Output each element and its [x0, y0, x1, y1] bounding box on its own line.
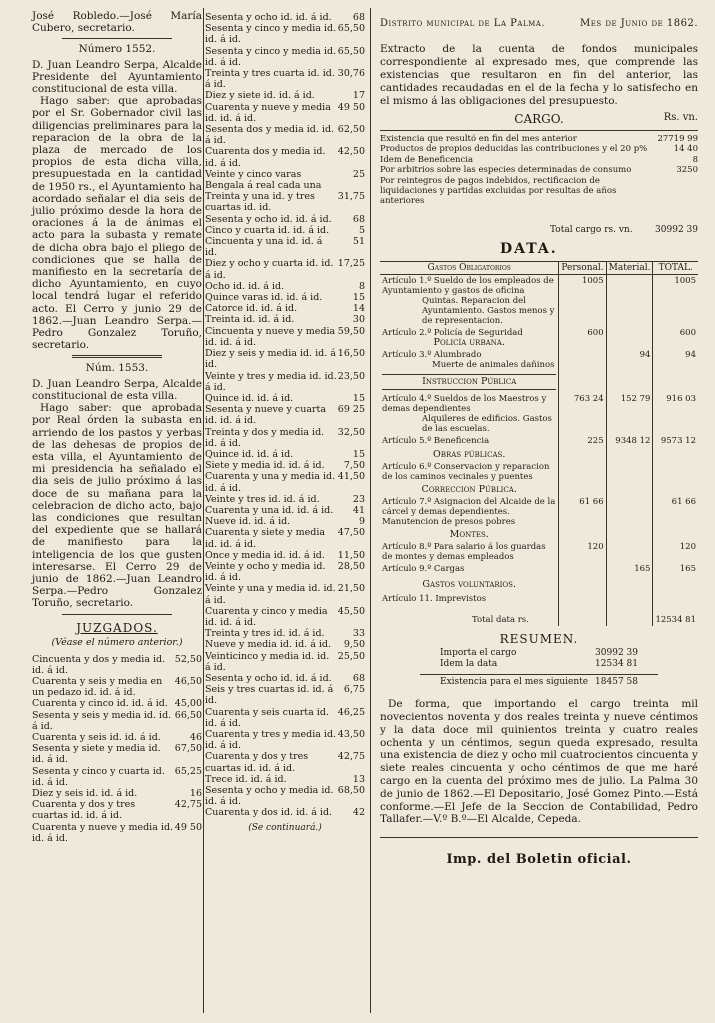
list-item: [205, 639, 365, 650]
item-description: Veinte y ocho y media id. id. á id.: [205, 560, 326, 584]
table-row: Artículo 9.º Cargas 165 165: [382, 564, 696, 575]
item-description: Quince id. id. á id.: [205, 392, 294, 404]
extract-description: Extracto de la cuenta de fondos municipales correspondiente al expresado mes, que comprende las existencias que resultaron en fin del anterior, las cantidades recaudadas en el de la fecha y lo satisfecho en el mismo á las obligaciones del presupuesto.: [380, 43, 698, 107]
item-value: 46,25: [337, 706, 365, 718]
list-item: [205, 214, 365, 225]
table-row: Artículo 4.º Sueldos de los Maestros y demas dependientes Alquileres de edificios. Gastos de las escuelas. 763 24 152 79 916 03: [382, 394, 696, 435]
item-value: 31,75: [337, 191, 365, 203]
list-item: [205, 505, 365, 516]
item-description: Sesenta y ocho id. id. á id.: [205, 12, 332, 23]
cargo-section: [380, 112, 698, 126]
list-item: [205, 471, 365, 493]
table-row: Artículo 1.º Sueldo de los empleados de Ayuntamiento y gastos de oficina Quintas. Reparacion del Ayuntamiento. Gastos menos y de representacion. 1005 1005: [382, 276, 696, 327]
to-be-continued: (Se continuará.): [248, 822, 322, 833]
item-description: Idem de Beneficencia: [380, 154, 474, 165]
item-value: 30,76: [337, 68, 365, 80]
item-description: Cuarenta y cinco y media id. id. á id.: [205, 605, 328, 628]
item-value: [652, 176, 698, 207]
list-item: [205, 550, 365, 561]
data-table-header: [380, 262, 698, 275]
item-description: Productos de propios deducidas las contribuciones y el 20 p%: [380, 144, 648, 155]
list-item: [205, 684, 365, 706]
item-value: 23,50: [337, 370, 365, 382]
list-item: [32, 654, 202, 676]
table-row: Instruccion Pública: [380, 371, 698, 393]
closing-statement: De forma, que importando el cargo treinta mil novecientos noventa y dos reales treinta y nueve céntimos y la data doce mil quinientos treinta y cuatro reales ochenta y un céntimos, segun queda expresado, resulta una existencia de diez y ocho mil cuatrocientos cincuenta y siete reales cincuenta y ocho céntimos de que me haré cargo en la cuenta del próximo mes de julio. La Palma 30 de junio de 1862.—El Depositario, José Gomez Pinto.—Está conforme.—El Jefe de la Seccion de Contabilidad, Pedro Tallafer.—V.º B.º—El Alcalde, Cepeda.: [380, 698, 698, 826]
item-description: Cuarenta y nueve y media id. id. á id.: [205, 101, 331, 124]
item-description: Sesenta y cinco y cuarta id. id. á id.: [32, 765, 165, 788]
item-description: Nueve id. id. á id.: [205, 516, 291, 528]
list-item: [32, 822, 202, 844]
header-personal: Personal.: [559, 262, 606, 275]
item-description: Cuarenta y dos y tres cuartas id. id. á id.: [32, 799, 136, 822]
list-item: [380, 648, 698, 659]
cargo-total-label: Total cargo rs. vn.: [550, 224, 633, 235]
item-description: Trece id. id. á id.: [205, 773, 287, 785]
item-value: 30: [352, 314, 365, 326]
item-description: Sesenta y cinco y media id. id. á id.: [205, 23, 337, 46]
list-item: [205, 785, 365, 807]
item-value: 41,50: [337, 471, 365, 483]
table-row: Artículo 2.º Policía de Seguridad Policía urbana. 600 600: [382, 328, 696, 349]
item-value: 15: [352, 448, 365, 460]
item-description: Quince id. id. á id.: [205, 448, 294, 460]
item-description: Cuarenta y una id. id. á id.: [205, 504, 334, 516]
column-rule-1: [203, 8, 204, 1013]
list-item: [205, 561, 365, 583]
list-item: [205, 449, 365, 460]
item-value: 16: [189, 787, 202, 799]
list-item: [32, 732, 202, 743]
list-item: [380, 155, 698, 165]
previous-signature: José Robledo.—José María Cubero, secretario.: [32, 10, 202, 35]
list-item: [32, 799, 202, 821]
item-description: Treinta y una id. y tres cuartas id. id.: [205, 191, 315, 214]
item-description: Siete y media id. id. á id.: [205, 460, 325, 472]
item-description: Sesenta y ocho id. id. á id.: [205, 213, 332, 225]
list-item: [205, 516, 365, 527]
item-value: 68: [352, 12, 365, 23]
item-value: 42,50: [337, 146, 365, 158]
item-description: Cuarenta y una y media id. id. á id.: [205, 471, 336, 494]
notice-1552-heading: D. Juan Leandro Serpa, Alcalde Presidente del Ayuntamiento constitucional de esta villa.: [32, 58, 202, 96]
cargo-total-row: [380, 225, 698, 235]
item-value: 15: [352, 292, 365, 304]
item-value: 5: [358, 224, 365, 236]
list-item: [205, 102, 365, 124]
list-item: [205, 46, 365, 68]
list-item: [205, 729, 365, 751]
item-description: Cuarenta y seis cuarta id. id. á id.: [205, 706, 329, 729]
list-item: [32, 676, 202, 698]
item-value: 59,50: [337, 325, 365, 337]
item-value: 33: [352, 628, 365, 640]
item-description: Idem la data: [440, 659, 498, 670]
list-item: [205, 68, 365, 90]
item-value: 42,75: [337, 751, 365, 763]
item-value: 43,50: [337, 729, 365, 740]
list-item: [380, 134, 698, 144]
item-value: 68: [352, 213, 365, 225]
item-value: 25,50: [337, 650, 365, 662]
existencia-row: [420, 674, 658, 690]
list-item: [205, 258, 365, 280]
list-item: [380, 176, 698, 207]
list-item: [205, 393, 365, 404]
account-header: [380, 18, 698, 29]
item-value: 51: [352, 236, 365, 248]
list-item: [205, 606, 365, 628]
item-description: Por reintegros de pagos indebidos, rectificacion de liquidaciones y partidas excluidas por resultas de años anteriores: [380, 175, 617, 207]
item-value: 16,50: [337, 348, 365, 360]
list-item: [205, 292, 365, 303]
list-item: [205, 169, 365, 191]
list-item: [205, 651, 365, 673]
column-1: [32, 0, 202, 844]
item-value: 21,50: [337, 583, 365, 595]
list-item: [205, 303, 365, 314]
list-item: [32, 710, 202, 732]
item-description: Cuarenta y dos y tres cuartas id. id. á id.: [205, 751, 309, 774]
see-previous-note: (Véase el número anterior.): [51, 636, 183, 648]
item-description: Treinta y tres cuarta id. id. á id.: [205, 68, 335, 91]
list-item: [205, 527, 365, 549]
list-item: [205, 371, 365, 393]
list-item: [205, 774, 365, 785]
list-item: [205, 326, 365, 348]
column-2: [205, 0, 365, 833]
item-description: Cuarenta y siete y media id. id. á id.: [205, 527, 326, 550]
table-row: Artículo 7.º Asignacion del Alcaide de la cárcel y demas dependientes. Manutencion de presos pobres Montes. 61 66 61 66: [382, 497, 696, 541]
item-description: Once y media id. id. á id.: [205, 549, 325, 561]
item-description: Sesenta y siete y media id. id. á id.: [32, 743, 161, 766]
item-value: 68,50: [337, 785, 365, 797]
printer-imprint: Imp. del Boletin oficial.: [446, 851, 632, 867]
item-value: 9,50: [343, 639, 365, 651]
item-description: Diez y ocho y cuarta id. id. á id.: [205, 258, 334, 281]
data-total-label: Total data rs.: [472, 615, 529, 626]
item-value: 68: [352, 672, 365, 684]
table-row: Artículo 5.º Beneficencia Obras públicas. 225 9348 12 9573 12: [382, 436, 696, 461]
existencia-label: Existencia para el mes siguiente: [440, 677, 589, 688]
list-item: [205, 807, 365, 818]
item-value: 65,25: [174, 765, 202, 777]
item-value: 17: [352, 90, 365, 102]
item-description: Cincuenta y dos y media id. id. á id.: [32, 653, 166, 676]
item-value: 67,50: [174, 743, 202, 755]
item-value: 69 25: [337, 404, 365, 416]
data-table: [380, 261, 698, 626]
item-description: Sesenta y ocho y media id. id. á id.: [205, 785, 334, 808]
item-value: 65,50: [337, 45, 365, 57]
notice-1553-body: Hago saber: que aprobada por Real órden la subasta en arriendo de los pastos y yerbas de las dehesas de propios de esta villa, el Ayuntamiento de mi presidencia ha señalado el dia seis de julio próximo á las doce de su mañana para la celebracion de dicho acto, bajo las condiciones que resultan del expediente que se hallará de manifiesto para la inteligencia de los que gusten interesarse. El Cerro 29 de junio de 1862.—Juan Leandro Serpa.—Pedro Gonzalez Toruño, secretario.: [32, 402, 202, 610]
item-description: Diez y siete id. id. á id.: [205, 90, 315, 102]
item-description: Sesenta y cinco y media id. id. á id.: [205, 45, 337, 68]
item-value: 52,50: [174, 653, 202, 665]
cargo-table: [380, 130, 698, 235]
list-item: [205, 673, 365, 684]
existencia-value: 18457 58: [595, 677, 638, 688]
data-total-row: [380, 605, 698, 626]
item-value: 25: [352, 168, 365, 180]
list-item: [205, 23, 365, 45]
item-value: 42: [352, 807, 365, 819]
list-item: [32, 698, 202, 709]
item-value: 62,50: [337, 124, 365, 136]
item-value: 49 50: [174, 821, 202, 833]
list-item: [205, 404, 365, 426]
item-value: 27719 99: [657, 134, 698, 144]
notice-number-1552: Número 1552.: [78, 43, 156, 56]
item-description: Treinta y tres id. id. á id.: [205, 628, 325, 640]
divider: [62, 614, 172, 615]
item-value: 17,25: [337, 258, 365, 270]
item-value: 15: [352, 392, 365, 404]
item-value: 65,50: [337, 23, 365, 35]
header-material: Material.: [606, 262, 653, 275]
list-item: [205, 236, 365, 258]
cargo-total-value: 30992 39: [655, 224, 698, 235]
currency-label: Rs. vn.: [663, 112, 698, 123]
item-description: Sesenta y ocho id. id. á id.: [205, 672, 332, 684]
item-value: 46: [189, 731, 202, 743]
item-description: Quince varas id. id. á id.: [205, 292, 323, 304]
cargo-heading: CARGO.: [514, 112, 564, 126]
resumen-heading: RESUMEN.: [499, 632, 579, 647]
table-row: Artículo 8.º Para salario á los guardas de montes y demas empleados 120 120: [382, 542, 696, 563]
item-value: 32,50: [337, 426, 365, 438]
item-description: Cincuenta y una id. id. á id.: [205, 236, 323, 259]
list-item: [205, 348, 365, 370]
item-value: 8: [692, 154, 698, 165]
item-description: Sesenta y nueve y cuarta id. id. á id.: [205, 404, 327, 427]
column-3: [380, 0, 698, 867]
item-value: 11,50: [337, 549, 365, 561]
item-description: Cuarenta y seis id. id. á id.: [32, 731, 161, 743]
item-value: 66,50: [174, 709, 202, 721]
cargo-rows: [380, 134, 698, 207]
item-description: Cuarenta y dos id. id. á id.: [205, 807, 333, 819]
list-item: [205, 494, 365, 505]
item-description: Sesenta dos y media id. id. á id.: [205, 124, 335, 147]
item-value: 47,50: [337, 527, 365, 539]
data-heading: DATA.: [500, 241, 558, 258]
column-rule-2: [370, 8, 371, 1013]
data-table-header-concept: Gastos Obligatorios: [380, 262, 559, 275]
list-item: [380, 165, 698, 175]
item-value: 7,50: [343, 460, 365, 472]
item-description: Catorce id. id. á id.: [205, 303, 298, 315]
list-item: [380, 659, 698, 670]
item-description: Nueve y media id. id. á id.: [205, 639, 332, 651]
item-value: 12534 81: [595, 659, 638, 670]
divider: [62, 38, 172, 39]
juzgados-heading: JUZGADOS.: [76, 620, 158, 635]
list-item: [32, 766, 202, 788]
item-description: Cuarenta dos y media id. id. á id.: [205, 146, 326, 169]
item-value: 8: [358, 280, 365, 292]
item-description: Treinta y dos y media id. id. á id.: [205, 426, 325, 449]
item-description: Cuarenta y tres y media id. id. á id.: [205, 729, 337, 752]
item-value: 46,50: [174, 675, 202, 687]
list-item: [205, 427, 365, 449]
month-title: Mes de Junio de 1862.: [580, 18, 698, 29]
item-value: 14: [352, 303, 365, 315]
notice-1553-heading: D. Juan Leandro Serpa, Alcalde constitucional de esta villa.: [32, 377, 202, 402]
item-value: 3250: [676, 165, 698, 176]
list-item: [205, 90, 365, 101]
item-value: 23: [352, 493, 365, 505]
item-value: 45,00: [174, 698, 202, 710]
list-item: [205, 751, 365, 773]
item-value: 13: [352, 773, 365, 785]
list-item: [32, 743, 202, 765]
list-item: [205, 225, 365, 236]
item-description: Veinte y cinco varas Bengala á real cada una: [205, 168, 322, 192]
item-description: Diez y seis y media id. id. á id.: [205, 348, 336, 371]
list-item: [205, 460, 365, 471]
item-value: 6,75: [343, 684, 365, 696]
list-item: [205, 146, 365, 168]
item-description: Veinte y tres y media id. id. á id.: [205, 370, 337, 393]
item-value: 41: [352, 504, 365, 516]
list-item: [205, 191, 365, 213]
item-description: Ocho id. id. á id.: [205, 280, 285, 292]
table-row: Artículo 6.º Conservacion y reparacion de los caminos vecinales y puentes Correccion Pública.: [380, 461, 698, 496]
item-description: Cuarenta y nueve y media id. id. á id.: [32, 821, 174, 844]
item-description: Existencia que resultó en fin del mes anterior: [380, 134, 577, 144]
item-description: Importa el cargo: [440, 648, 517, 659]
table-row: Gastos voluntarios. Artículo 11. Imprevistos: [380, 575, 698, 605]
item-value: 42,75: [174, 799, 202, 811]
list-item: [205, 707, 365, 729]
item-description: Veinte y tres id. id. á id.: [205, 493, 320, 505]
item-description: Cuarenta y cinco id. id. á id.: [32, 698, 168, 710]
item-description: Veinte y una y media id. id. á id.: [205, 583, 336, 606]
inventory-list-2: [205, 12, 365, 819]
item-value: 30992 39: [595, 648, 638, 659]
resumen-rows: [380, 648, 698, 670]
list-item: [205, 124, 365, 146]
inventory-list-1: [32, 654, 202, 844]
divider: [72, 355, 162, 358]
item-description: Diez y seis id. id. á id.: [32, 787, 138, 799]
item-description: Veinticinco y media id. id. á id.: [205, 650, 330, 673]
header-total: TOTAL.: [653, 262, 698, 275]
table-row: Artículo 3.º Alumbrado Muerte de animales dañinos 94 94: [382, 350, 696, 371]
divider: [380, 837, 698, 838]
list-item: [205, 628, 365, 639]
list-item: [32, 788, 202, 799]
item-description: Cincuenta y nueve y media id. id. á id.: [205, 325, 336, 348]
list-item: [205, 12, 365, 23]
item-description: Treinta id. id. á id.: [205, 314, 295, 326]
list-item: [205, 583, 365, 605]
data-total-value: 12534 81: [653, 605, 698, 626]
list-item: [205, 314, 365, 325]
item-value: 14 40: [673, 144, 698, 155]
item-description: Sesenta y seis y media id. id. á id.: [32, 709, 172, 732]
item-value: 45,50: [337, 605, 365, 617]
item-description: Seis y tres cuartas id. id. á id.: [205, 684, 334, 707]
notice-number-1553: Núm. 1553.: [85, 362, 149, 375]
list-item: [205, 281, 365, 292]
list-item: [380, 144, 698, 154]
item-description: Cinco y cuarta id. id. á id.: [205, 224, 330, 236]
item-value: 28,50: [337, 560, 365, 572]
item-description: Cuarenta y seis y media en un pedazo id. id. á id.: [32, 675, 163, 699]
item-description: Por arbitrios sobre las especies determinadas de consumo: [380, 165, 632, 176]
item-value: 49 50: [337, 101, 365, 113]
district-title: Distrito municipal de La Palma.: [380, 18, 546, 29]
item-value: 9: [358, 516, 365, 528]
notice-1552-body: Hago saber: que aprobadas por el Sr. Gobernador civil las diligencias preliminares para la reparacion de la obra de la plaza de mercado de los propios de esta dicha villa, presupuestada en la cantidad de 1950 rs., el Ayuntamiento ha acordado señalar el dia seis de julio próximo desde la hora de oraciones á la de ánimas el acto para la subasta y remate de dicha obra bajo el pliego de condiciones que se halla de manifiesto en la secretaría de dicho Ayuntamiento, en cuyo local tendrá lugar el referido acto. El Cerro y junio 29 de 1862.—Juan Leandro Serpa.—Pedro Gonzalez Toruño, secretario.: [32, 95, 202, 352]
